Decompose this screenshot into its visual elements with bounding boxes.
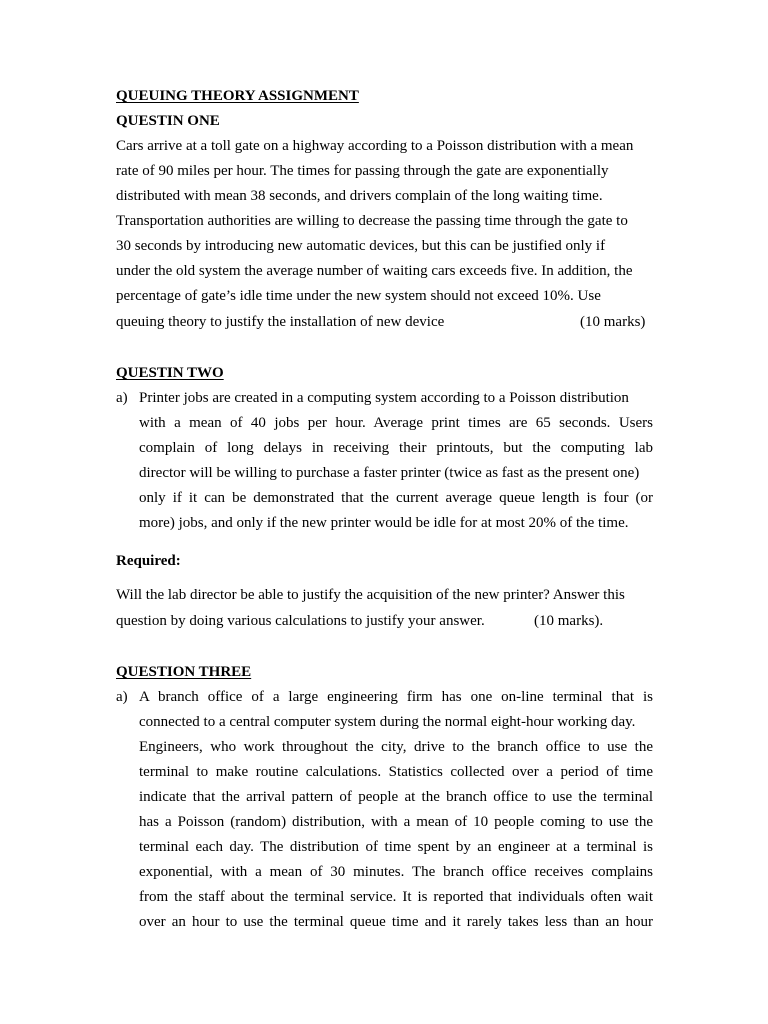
question-two-line: with a mean of 40 jobs per hour. Average print times are 65 seconds. Users <box>139 415 653 431</box>
question-two-line: Printer jobs are created in a computing system according to a Poisson distribution <box>139 390 629 406</box>
question-three-line: from the staff about the terminal service. It is reported that individuals often wait <box>139 889 653 905</box>
question-two-line: only if it can be demonstrated that the current average queue length is four (or <box>139 490 653 506</box>
question-three-line: terminal each day. The distribution of time spent by an engineer at a terminal is <box>139 839 653 855</box>
question-three-line: Engineers, who work throughout the city, drive to the branch office to use the <box>139 739 653 755</box>
required-label: Required: <box>116 553 181 569</box>
question-one-line: percentage of gate’s idle time under the new system should not exceed 10%. Use <box>116 288 601 304</box>
question-one-marks: (10 marks) <box>580 314 646 330</box>
question-one-line: rate of 90 miles per hour. The times for passing through the gate are exponentially <box>116 163 609 179</box>
question-two-marks: (10 marks). <box>534 613 604 629</box>
question-one-line: queuing theory to justify the installation of new device <box>116 314 445 330</box>
question-three-line: has a Poisson (random) distribution, with a mean of 10 people coming to use the <box>139 814 653 830</box>
question-three-line: A branch office of a large engineering firm has one on-line terminal that is <box>139 689 653 705</box>
question-one-line: distributed with mean 38 seconds, and drivers complain of the long waiting time. <box>116 188 603 204</box>
question-two-heading: QUESTIN TWO <box>116 365 224 381</box>
document-title: QUEUING THEORY ASSIGNMENT <box>116 88 359 104</box>
question-one-line: under the old system the average number of waiting cars exceeds five. In addition, the <box>116 263 633 279</box>
required-line: Will the lab director be able to justify the acquisition of the new printer? Answer this <box>116 587 625 603</box>
question-three-line: over an hour to use the terminal queue time and it rarely takes less than an hour <box>139 914 653 930</box>
question-three-line: exponential, with a mean of 30 minutes. The branch office receives complains <box>139 864 653 880</box>
question-three-line: terminal to make routine calculations. Statistics collected over a period of time <box>139 764 653 780</box>
question-three-line: indicate that the arrival pattern of people at the branch office to use the terminal <box>139 789 653 805</box>
required-line: question by doing various calculations to justify your answer. <box>116 613 485 629</box>
question-two-line: complain of long delays in receiving their printouts, but the computing lab <box>139 440 653 456</box>
question-three-item-marker: a) <box>116 689 128 705</box>
question-two-item-marker: a) <box>116 390 128 406</box>
question-one-heading: QUESTIN ONE <box>116 113 220 129</box>
question-two-line: more) jobs, and only if the new printer would be idle for at most 20% of the time. <box>139 515 629 531</box>
question-one-line: Transportation authorities are willing to decrease the passing time through the gate to <box>116 213 628 229</box>
question-one-line: 30 seconds by introducing new automatic devices, but this can be justified only if <box>116 238 606 254</box>
question-three-heading: QUESTION THREE <box>116 664 252 680</box>
question-one-line: Cars arrive at a toll gate on a highway according to a Poisson distribution with a mean <box>116 138 634 154</box>
question-two-line: director will be willing to purchase a faster printer (twice as fast as the present one) <box>139 465 640 481</box>
question-three-line: connected to a central computer system during the normal eight-hour working day. <box>139 714 636 730</box>
